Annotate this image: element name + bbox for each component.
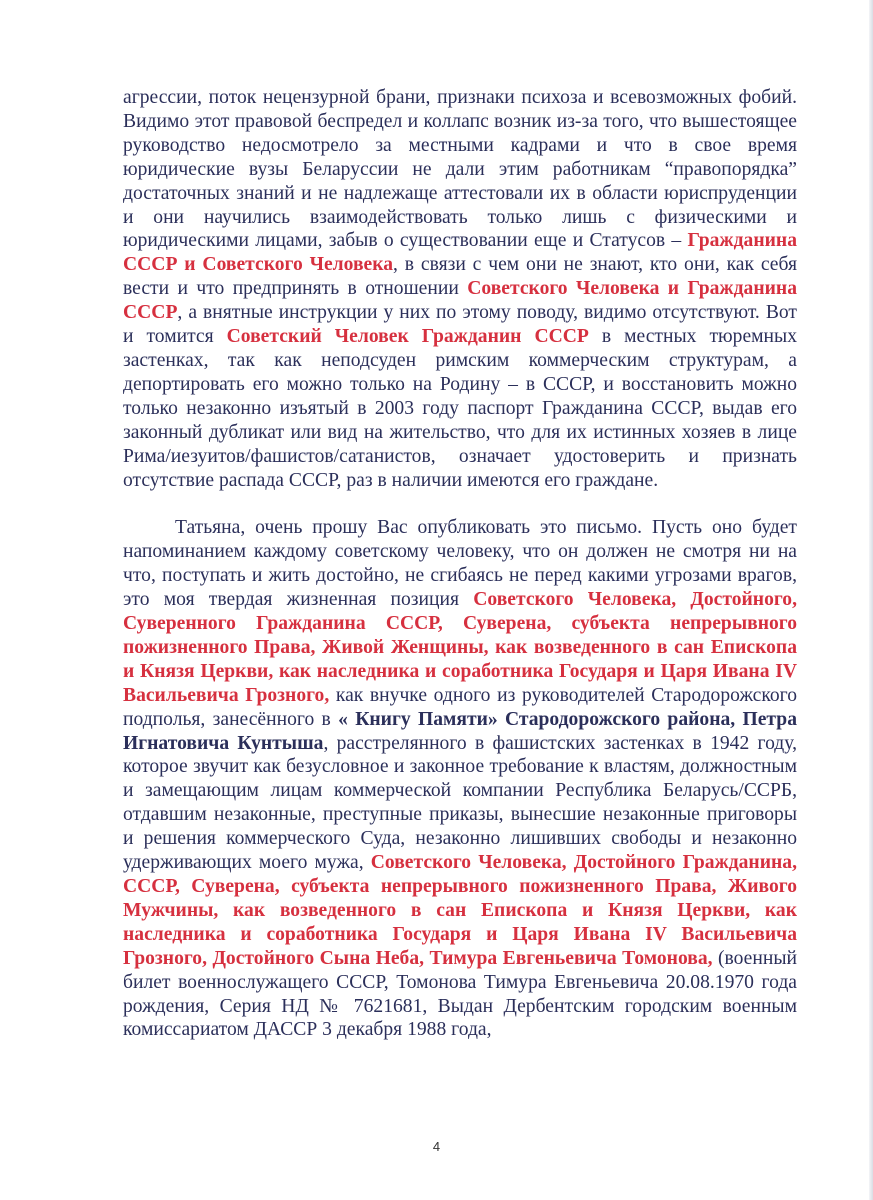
paragraph-1 [123, 86, 797, 492]
highlighted-text: Советского Человека, Достойного, Суверенного Гражданина СССР, Суверена, субъекта непрерывного пожизненного Права, Живой Женщины, как возведенного в сан Епископа и Князя Церкви, как наследника и соработника Государя и Царя Ивана IV Васильевича Грозного, [123, 589, 797, 706]
text-run: , расстрелянного в фашистских застенках в 1942 году, которое звучит как безусловное и законное требование к властям, должностным и замещающим лицам коммерческой компании Республика Беларусь/ССРБ, отдавшим незаконные, преступные приказы, вынесшие незаконные приговоры и решения коммерческого Суда, незаконно лишивших свободы и незаконно удерживающих моего мужа, [123, 732, 798, 874]
scan-edge [869, 0, 873, 1200]
bold-reference: « Книгу Памяти» Стародорожского района, Петра Игнатовича Кунтыша [123, 708, 797, 754]
text-run: (военный билет военнослужащего СССР, Томонова Тимура Евгеньевича 20.08.1970 года рождения, Серия НД № 7621681, Выдан Дербентским городским военным комиссариатом ДАССР 3 декабря 1988 года, [123, 947, 797, 1041]
text-run: как внучке одного из руководителей Стародорожского подполья, занесённого в [123, 684, 797, 730]
highlighted-text: Советский Человек Гражданин СССР [226, 326, 589, 348]
text-run: , а внятные инструкции у них по этому поводу, видимо отсутствуют. Вот и томится [123, 302, 797, 348]
text-run: в местных тюремных застенках, так как неподсуден римским коммерческим структурам, а депортировать его можно только на Родину – в СССР, и восстановить можно только незаконно изъятый в 2003 году паспорт Гражданина СССР, выдав его законный дубликат или вид на жительство, что для их истинных хозяев в лице Рима/иезуитов/фашистов/сатанистов, означает удостоверить и признать отсутствие распада СССР, раз в наличии имеются его граждане. [123, 326, 797, 491]
paragraph-2 [123, 516, 797, 1042]
highlighted-text: Советского Человека и Гражданина СССР [123, 278, 797, 324]
page-number: 4 [432, 1139, 441, 1154]
text-run: агрессии, поток нецензурной брани, признаки психоза и всевозможных фобий. Видимо этот правовой беспредел и коллапс возник из-за того, что вышестоящее руководство недосмотрело за местными кадрами и что в свое время юридические вузы Беларуссии не дали этим работникам “правопорядка” достаточных знаний и не надлежаще аттестовали их в области юриспруденции и они научились взаимодействовать только лишь с физическими и юридическими лицами, забыв о существовании еще и Статусов – [123, 87, 797, 252]
document-body [123, 86, 797, 1042]
highlighted-text: Советского Человека, Достойного Гражданина, СССР, Суверена, субъекта непрерывного пожизненного Права, Живого Мужчины, как возведенного в сан Епископа и Князя Церкви, как наследника и соработника Государя и Царя Ивана IV Васильевича Грозного, Достойного Сына Неба, Тимура Евгеньевича Томонова, [123, 852, 797, 969]
text-run: , в связи с чем они не знают, кто они, как себя вести и что предпринять в отношении [123, 254, 797, 300]
highlighted-text: Гражданина СССР и Советского Человека [123, 230, 797, 276]
text-run: Татьяна, очень прошу Вас опубликовать это письмо. Пусть оно будет напоминанием каждому советскому человеку, что он должен не смотря ни на что, поступать и жить достойно, не сгибаясь не перед какими угрозами врагов, это моя твердая жизненная позиция [123, 517, 797, 611]
